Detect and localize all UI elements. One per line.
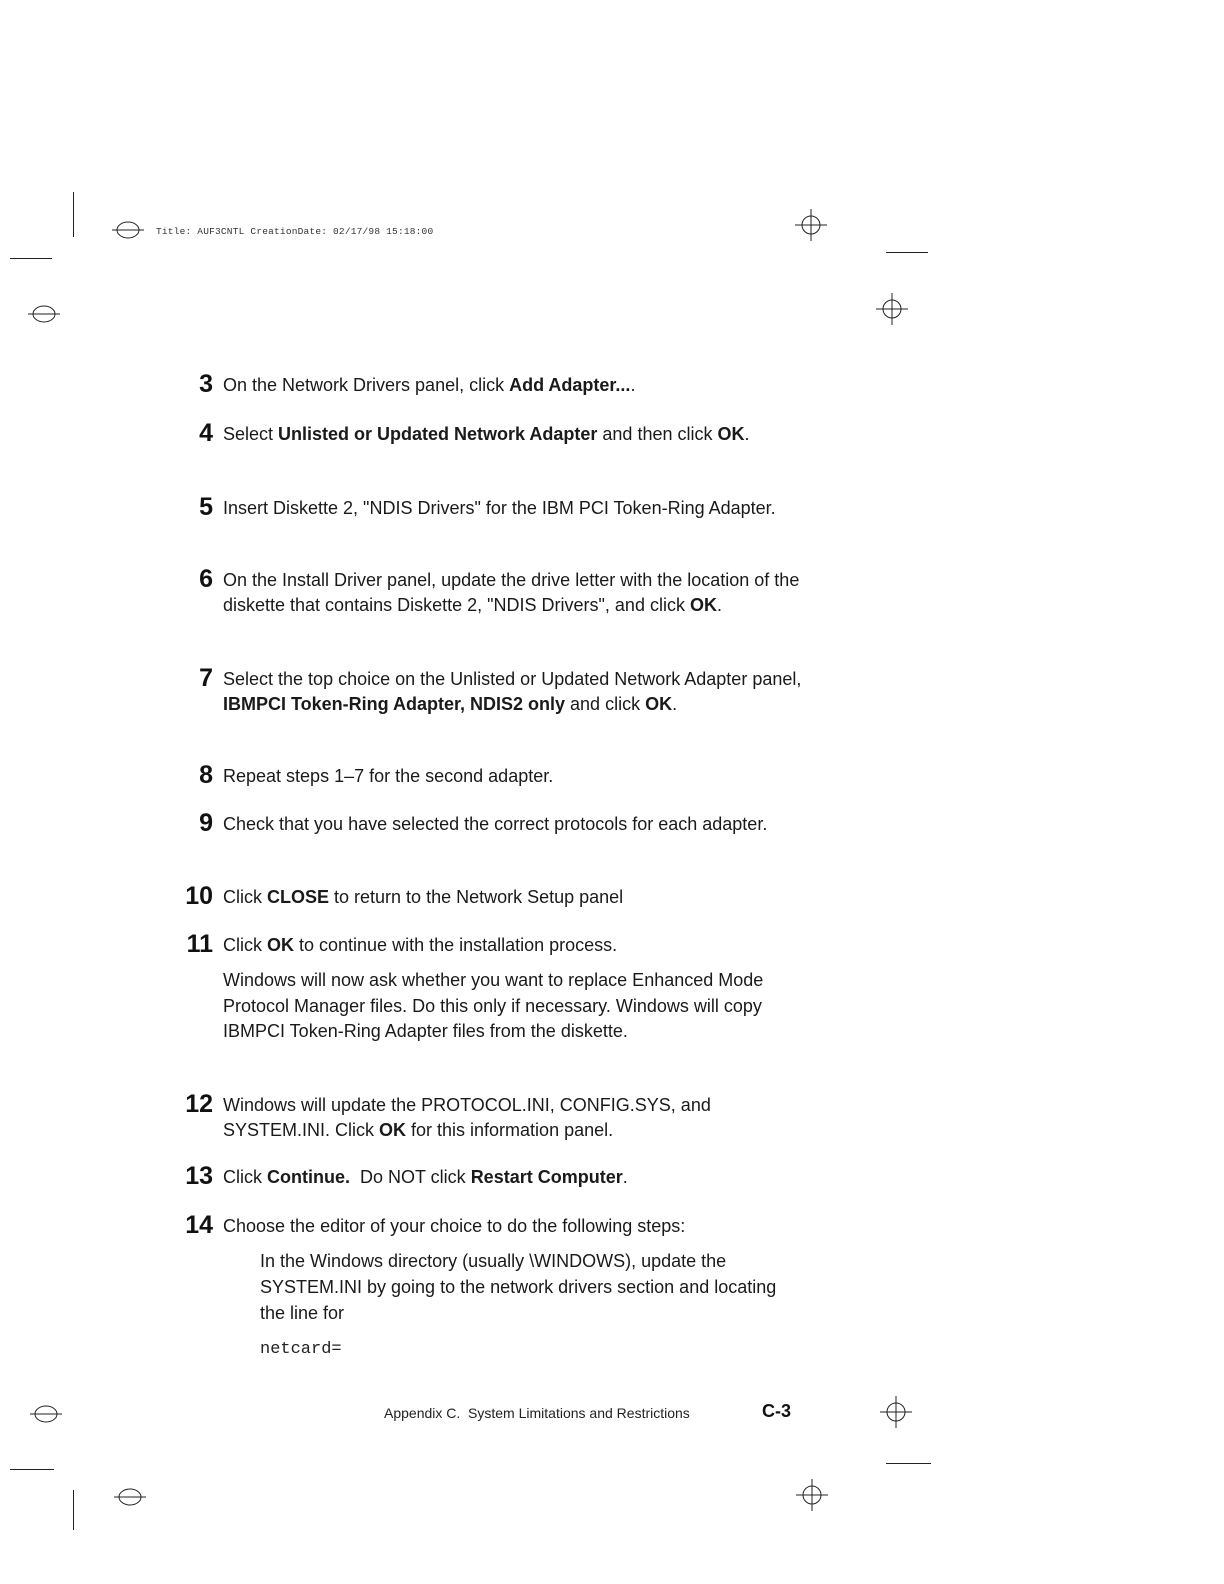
step-text: On the Network Drivers panel, click Add Adapter.... [223,375,636,395]
step-number: 6 [199,565,213,593]
registration-mark-icon [110,218,146,242]
step-number: 9 [199,809,213,837]
crop-mark-horizontal [10,1469,54,1470]
footer-section-title: Appendix C. System Limitations and Restrictions [384,1405,690,1421]
crop-mark-vertical [73,192,74,237]
step-number: 4 [199,419,213,447]
step-number: 14 [185,1211,213,1239]
step-text: Select Unlisted or Updated Network Adapter and then click OK. [223,424,750,444]
step-number: 11 [186,930,213,958]
step-text: Repeat steps 1–7 for the second adapter. [223,766,554,786]
step-14-instruction: In the Windows directory (usually \WINDOWS), update the SYSTEM.INI by going to the network drivers section and locating the line for [260,1251,777,1323]
crop-mark-horizontal [10,258,52,259]
step-text: Insert Diskette 2, "NDIS Drivers" for the IBM PCI Token-Ring Adapter. [223,498,776,518]
ui-term: Continue. [267,1167,350,1187]
registration-mark-icon [112,1485,148,1509]
step-number: 8 [199,761,213,789]
crop-mark-horizontal [886,1463,931,1464]
ui-term: OK [267,935,294,955]
page-number: C-3 [762,1401,792,1421]
ui-term: OK [717,424,745,444]
step-text: Click OK to continue with the installation process. [223,935,618,955]
step-text: Windows will update the PROTOCOL.INI, CONFIG.SYS, and SYSTEM.INI. Click OK for this information panel. [223,1095,711,1140]
ui-term: Unlisted or Updated Network Adapter [278,424,598,444]
ui-term: OK [379,1120,407,1140]
registration-mark-icon [28,1402,64,1426]
step-text: Choose the editor of your choice to do the following steps: [223,1216,686,1236]
registration-crosshair-icon [879,1395,913,1429]
step-text: Select the top choice on the Unlisted or Updated Network Adapter panel, IBMPCI Token-Ring Adapter, NDIS2 only and click OK. [223,669,802,714]
ui-term: OK [689,595,717,615]
ui-term: Add Adapter... [509,375,631,395]
step-11-note: Windows will now ask whether you want to replace Enhanced Mode Protocol Manager files. Do this only if necessary. Windows will copy IBMPCI Token-Ring Adapter files from the diskette. [223,970,764,1041]
registration-crosshair-icon [795,1478,829,1512]
step-14-code: netcard= [260,1340,342,1359]
document-meta-header: Title: AUF3CNTL CreationDate: 02/17/98 15:18:00 [156,226,434,237]
ui-term: IBMPCI Token-Ring Adapter, NDIS2 only [223,694,566,714]
step-number: 5 [199,493,213,521]
ui-term: CLOSE [267,887,330,907]
step-number: 7 [199,664,213,692]
ui-term: Restart Computer [470,1167,623,1187]
step-text: On the Install Driver panel, update the drive letter with the location of the diskette that contains Diskette 2, "NDIS Drivers", and click OK. [223,570,800,615]
crop-mark-horizontal [886,252,928,253]
step-number: 13 [185,1162,213,1190]
step-text: Click CLOSE to return to the Network Setup panel [223,887,624,907]
step-text: Click Continue. Do NOT click Restart Computer. [223,1167,628,1187]
step-number: 3 [199,370,213,398]
crop-mark-vertical [73,1490,74,1530]
step-number: 10 [185,882,213,910]
ui-term: OK [645,694,673,714]
step-number: 12 [185,1090,213,1118]
registration-crosshair-icon [875,292,909,326]
registration-mark-icon [26,302,62,326]
step-text: Check that you have selected the correct protocols for each adapter. [223,814,768,834]
registration-crosshair-icon [794,208,828,242]
